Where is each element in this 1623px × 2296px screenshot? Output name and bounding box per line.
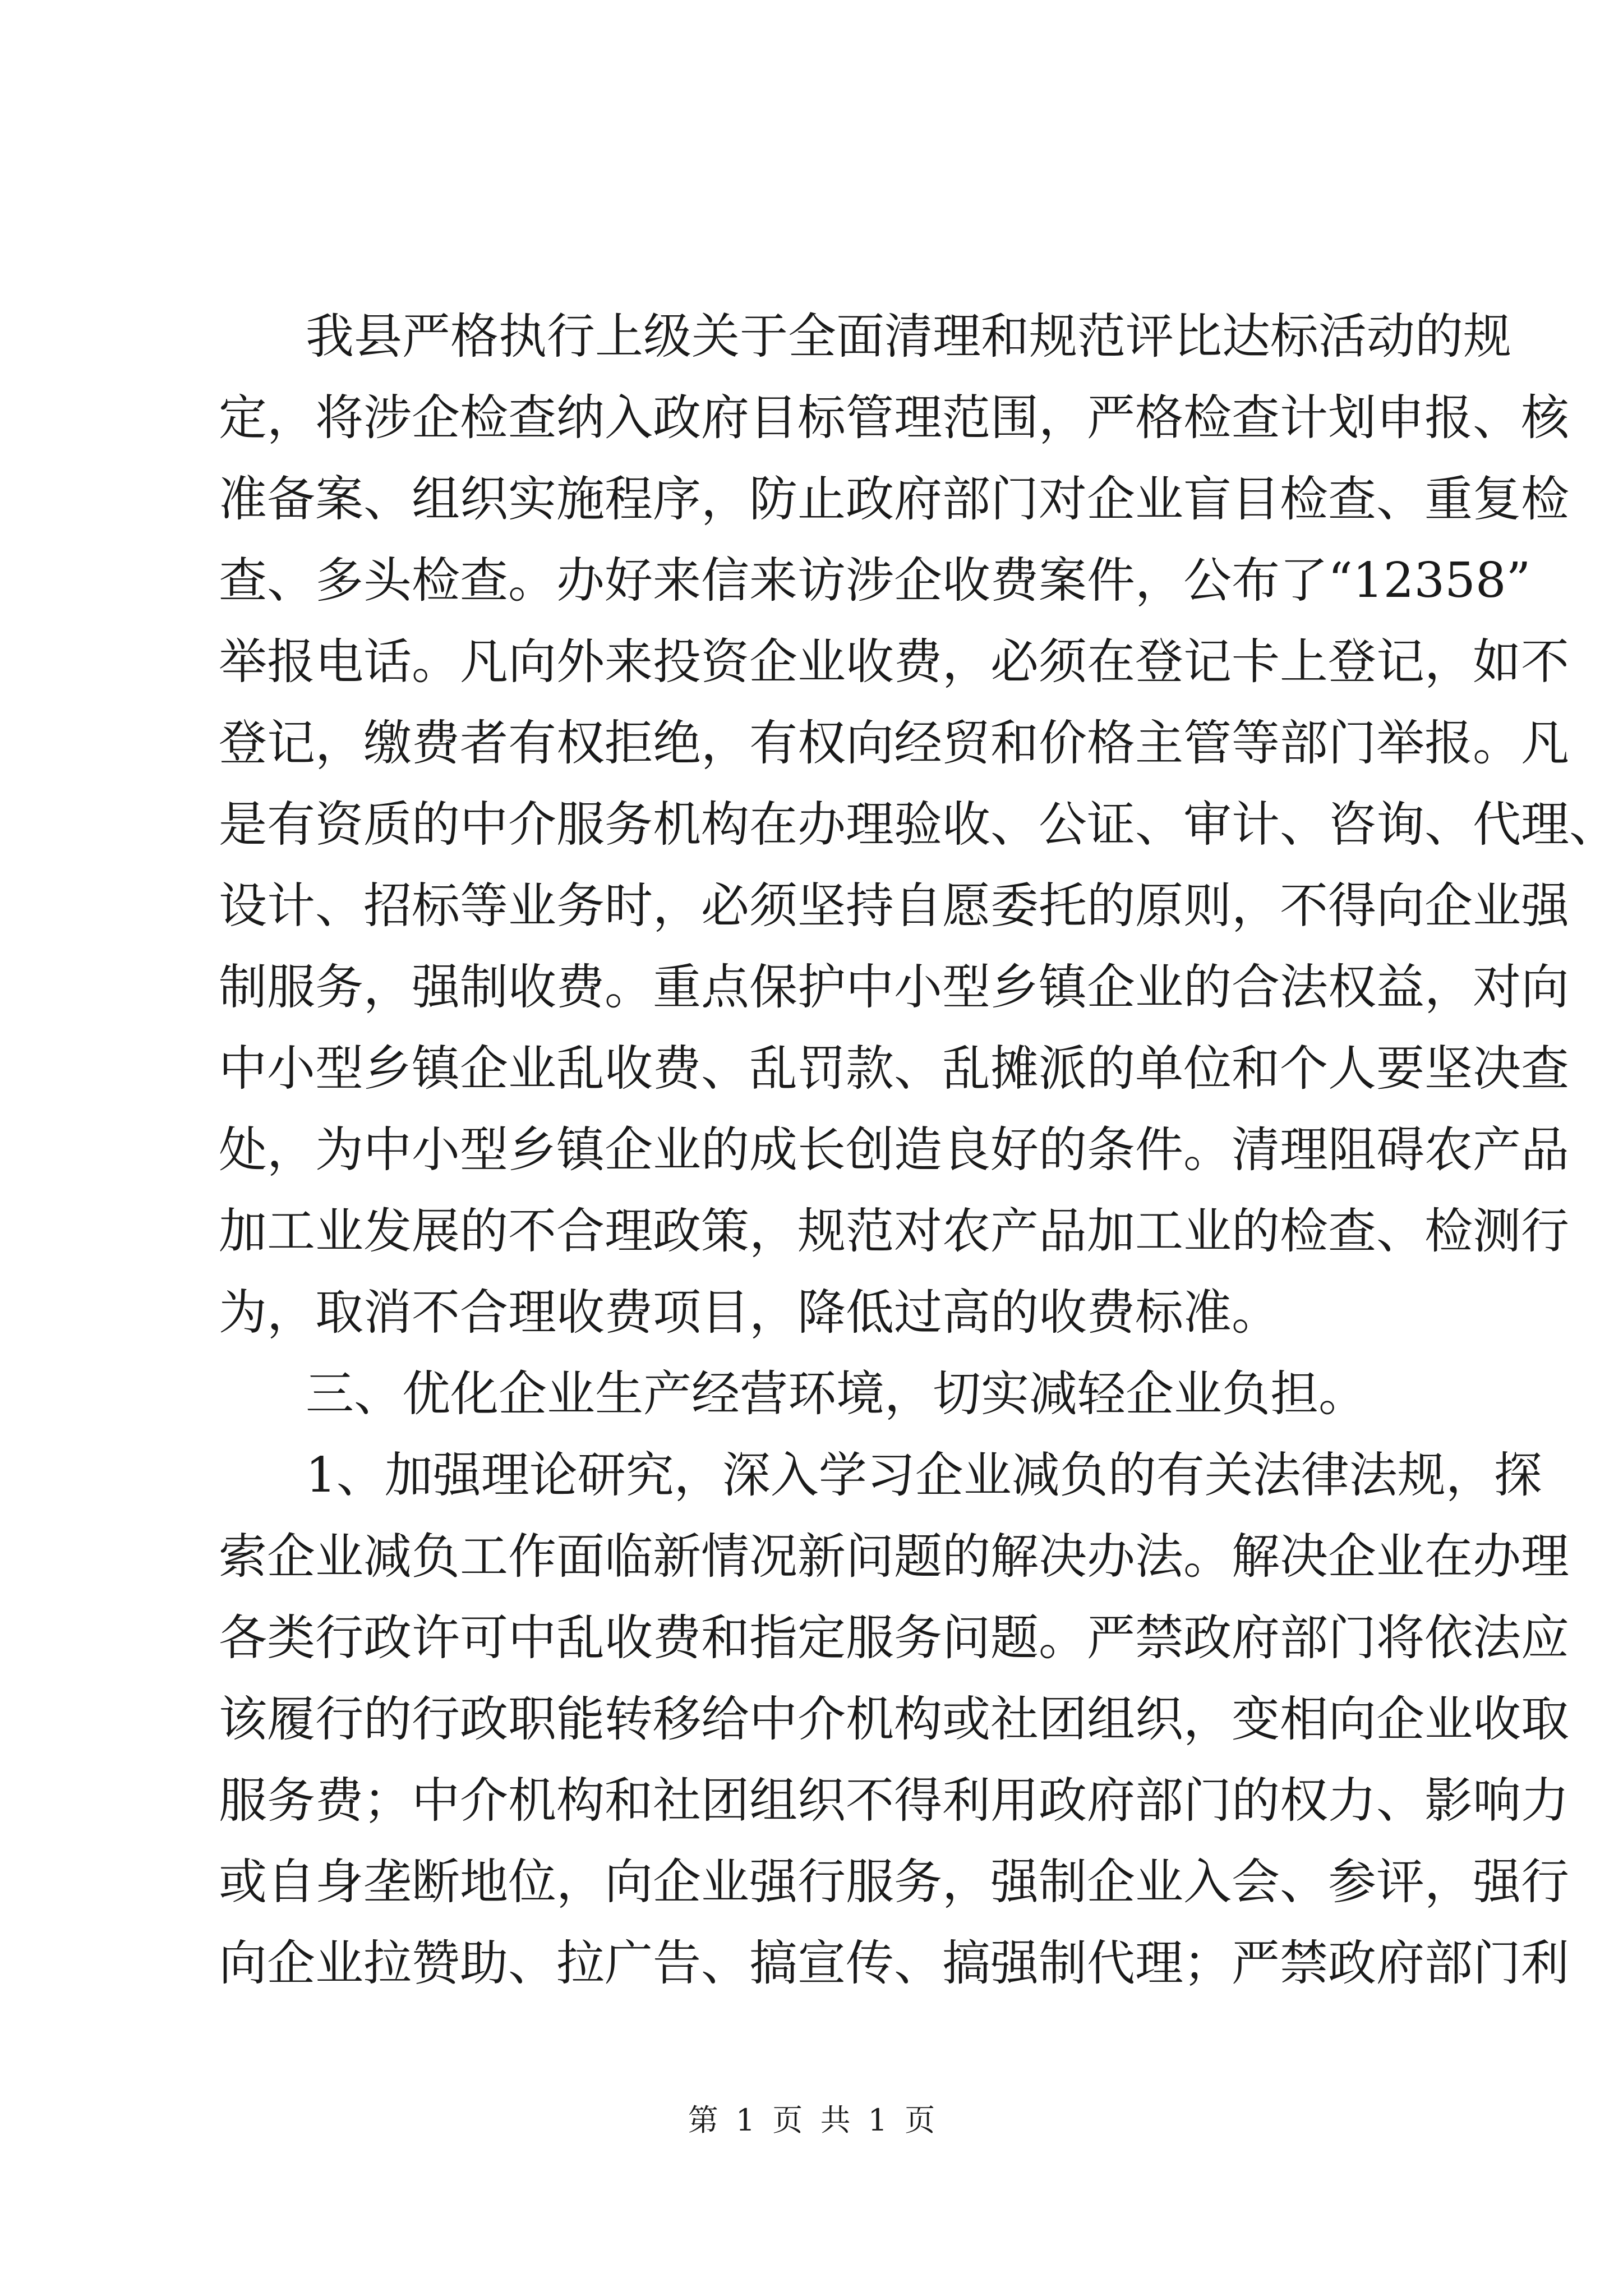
text-line: 设计、招标等业务时，必须坚持自愿委托的原则，不得向企业强 [219, 878, 1569, 934]
text-line: 制服务，强制收费。重点保护中小型乡镇企业的合法权益，对向 [219, 959, 1569, 1015]
text-line: 是有资质的中介服务机构在办理验收、公证、审计、咨询、代理、 [219, 797, 1617, 853]
text-line: 索企业减负工作面临新情况新问题的解决办法。解决企业在办理 [219, 1529, 1569, 1585]
text-line: 举报电话。凡向外来投资企业收费，必须在登记卡上登记，如不 [219, 634, 1569, 690]
text-line: 1、加强理论研究，深入学习企业减负的有关法律法规，探 [306, 1447, 1542, 1503]
text-line: 为，取消不合理收费项目，降低过高的收费标准。 [219, 1285, 1280, 1341]
section-heading: 三、优化企业生产经营环境，切实减轻企业负担。 [306, 1366, 1367, 1422]
text-line: 服务费；中介机构和社团组织不得利用政府部门的权力、影响力 [219, 1773, 1569, 1829]
text-line: 登记，缴费者有权拒绝，有权向经贸和价格主管等部门举报。凡 [219, 715, 1569, 771]
text-line: 该履行的行政职能转移给中介机构或社团组织，变相向企业收取 [219, 1691, 1569, 1747]
text-line: 我县严格执行上级关于全面清理和规范评比达标活动的规 [306, 309, 1511, 365]
text-line: 各类行政许可中乱收费和指定服务问题。严禁政府部门将依法应 [219, 1610, 1569, 1666]
text-line: 中小型乡镇企业乱收费、乱罚款、乱摊派的单位和个人要坚决查 [219, 1041, 1569, 1097]
text-line: 准备案、组织实施程序，防止政府部门对企业盲目检查、重复检 [219, 471, 1569, 527]
text-line: 查、多头检查。办好来信来访涉企收费案件，公布了“12358” [219, 553, 1531, 609]
text-line: 定，将涉企检查纳入政府目标管理范围，严格检查计划申报、核 [219, 390, 1569, 446]
text-line: 或自身垄断地位，向企业强行服务，强制企业入会、参评，强行 [219, 1854, 1569, 1910]
text-line: 加工业发展的不合理政策，规范对农产品加工业的检查、检测行 [219, 1203, 1569, 1259]
text-line: 处，为中小型乡镇企业的成长创造良好的条件。清理阻碍农产品 [219, 1122, 1569, 1178]
page-number-footer: 第 1 页 共 1 页 [688, 2102, 935, 2138]
text-line: 向企业拉赞助、拉广告、搞宣传、搞强制代理；严禁政府部门利 [219, 1935, 1569, 1991]
